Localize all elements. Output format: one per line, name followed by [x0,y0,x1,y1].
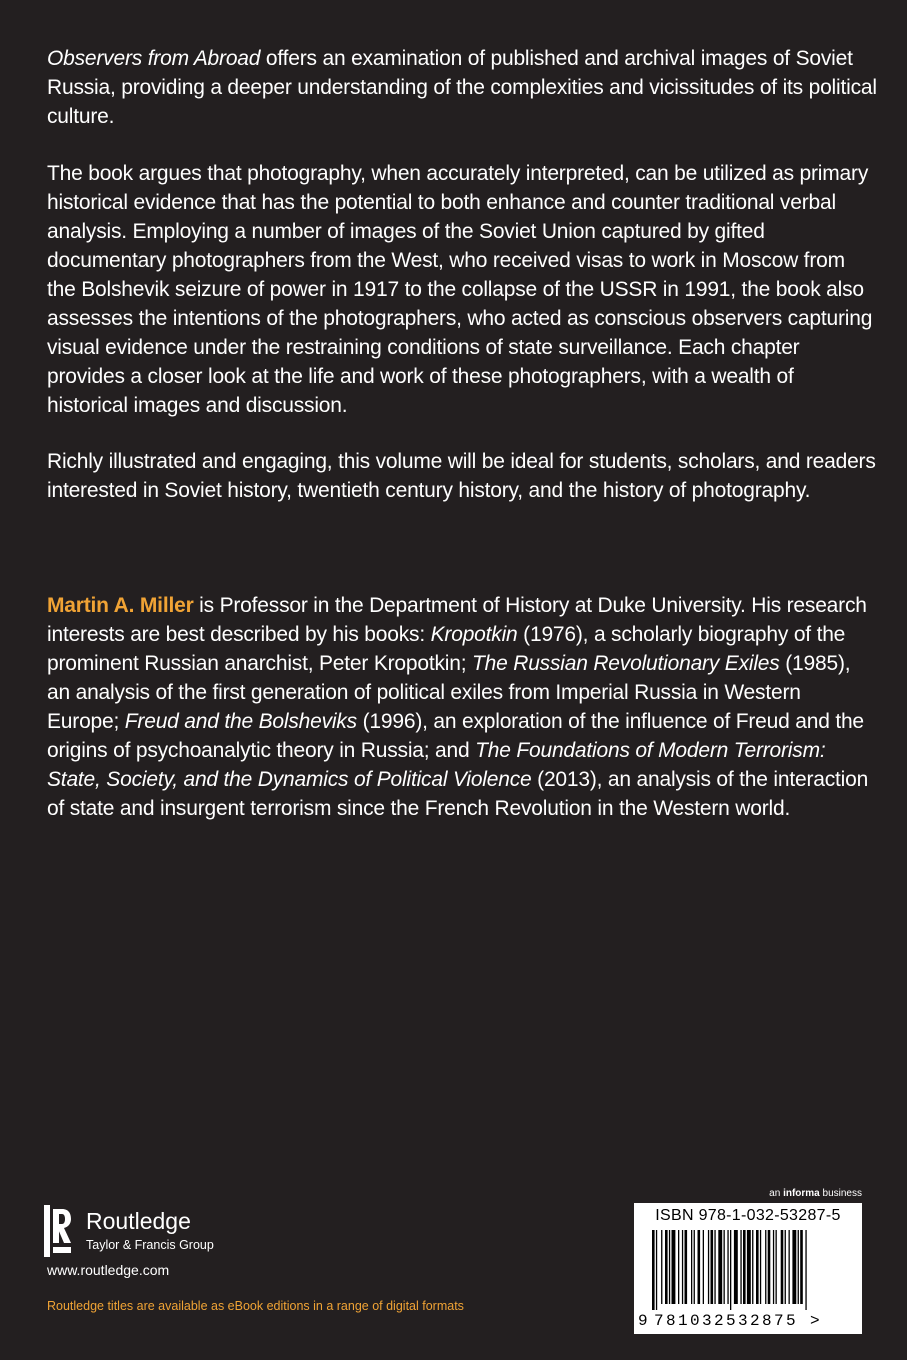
bio-text: (1985), an analysis of the first generation of political exiles from Imperial Russia in Western Europe; [47,652,851,733]
barcode-bar [768,1230,771,1304]
book-russian-revolutionary-exiles: The Russian Revolutionary Exiles [472,652,780,675]
author-bio [47,591,877,823]
barcode-bar [669,1230,670,1304]
barcode-bar [711,1230,714,1304]
barcode-bar [743,1230,746,1304]
barcode-bar [789,1230,790,1304]
description-paragraph-2: The book argues that photography, when accurately interpreted, can be utilized as primary historical evidence that has the potential to both enhance and counter traditional verbal analysis. Employing a number of images of the Soviet Union captured by gifted documentary photographers from the West, who received visas to work in Moscow from the Bolshevik seizure of power in 1917 to the collapse of the USSR in 1991, the book also assesses the intentions of the photographers, who acted as conscious observers capturing visual evidence under the restraining conditions of state surveillance. Each chapter provides a closer look at the life and work of these photographers, with a wealth of historical images and discussion. [47,162,873,417]
informa-brand: informa [783,1188,820,1199]
barcode-bar [727,1230,728,1304]
barcode-bar [652,1230,655,1310]
informa-business-label: an informa business [769,1188,862,1199]
ebook-note: Routledge titles are available as eBook editions in a range of digital formats [47,1299,464,1313]
barcode-bar [698,1230,701,1304]
barcode-bar [752,1230,753,1304]
book-freud-and-the-bolsheviks: Freud and the Bolsheviks [124,710,357,733]
description-paragraph-1 [47,44,877,131]
barcode-bar [730,1230,731,1310]
book-foundations-of-modern-terrorism: The Foundations of Modern Terrorism: State, Society, and the Dynamics of Political Violence [47,739,826,791]
barcode-bar [765,1230,766,1304]
bio-text: (1976), a scholarly biography of the prominent Russian anarchist, Peter Kropotkin; [47,623,846,675]
barcode-digit-groups: 781032532875 > [654,1312,823,1330]
publisher-group: Taylor & Francis Group [86,1238,214,1252]
barcode-bar [800,1230,803,1304]
bio-text: (2013), an analysis of the interaction of state and insurgent terrorism since the French Revolution in the Western world. [47,768,869,820]
barcode-bar [694,1230,695,1304]
book-title: Observers from Abroad [47,47,261,70]
author-name: Martin A. Miller [47,594,194,617]
barcode-bar [656,1230,657,1310]
barcode-bar [672,1230,676,1304]
barcode-bar [724,1230,725,1304]
barcode-bar [682,1230,683,1304]
book-kropotkin: Kropotkin [430,623,518,646]
description-text: offers an examination of published and archival images of Soviet Russia, providing a deeper understanding of the complexities and vicissitudes of its political culture. [47,47,877,128]
barcode-bar [740,1230,741,1304]
barcode-bar [760,1230,761,1304]
barcode-bar [703,1230,704,1304]
barcode-bar [661,1230,662,1304]
barcode-bar [792,1230,796,1304]
publisher-name: Routledge [86,1208,191,1234]
barcode-bar [708,1230,709,1304]
routledge-logo [44,1205,244,1257]
barcode-bar [785,1230,786,1304]
barcode-bar [798,1230,799,1304]
routledge-r-icon [44,1205,72,1257]
barcode-bar [773,1230,774,1304]
barcode-first-digit: 9 [638,1312,648,1330]
description-paragraph-3: Richly illustrated and engaging, this volume will be ideal for students, scholars, and readers interested in Soviet history, twentieth century history, and the history of photography. [47,450,876,502]
barcode-bar [734,1230,738,1304]
barcode-bar [781,1230,784,1304]
bio-text: is Professor in the Department of History at Duke University. His research interests are best described by his books: [47,594,867,646]
barcode-bar [685,1230,688,1304]
barcode-bar [714,1230,715,1304]
bio-text: (1996), an exploration of the influence of Freud and the origins of psychoanalytic theory in Russia; and [47,710,864,762]
barcode-bar [665,1230,668,1304]
barcode-bar [691,1230,692,1304]
barcode-bar [718,1230,722,1304]
barcode-bar [678,1230,679,1304]
publisher-website: www.routledge.com [47,1262,170,1278]
barcode-bars [648,1230,848,1310]
barcode-bar [805,1230,806,1310]
barcode-bar [756,1230,759,1304]
barcode-bar [776,1230,777,1304]
barcode-bar [747,1230,751,1304]
isbn-number: ISBN 978-1-032-53287-5 [655,1207,841,1224]
isbn-barcode [634,1203,862,1334]
